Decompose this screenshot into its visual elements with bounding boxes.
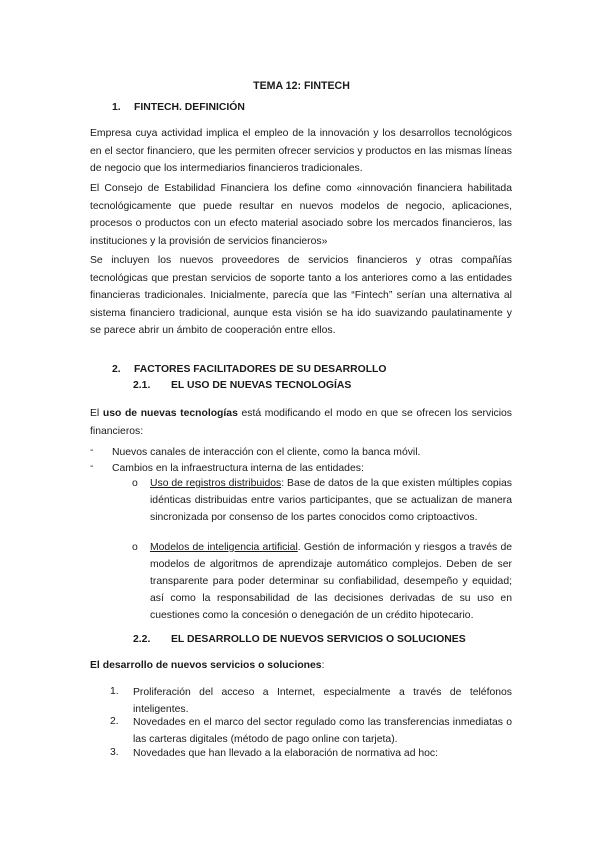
section-2-heading bbox=[112, 364, 386, 375]
subsection-2-1-heading bbox=[133, 380, 351, 391]
document-title: TEMA 12: FINTECH bbox=[253, 80, 350, 92]
dash-marker-1: - bbox=[90, 445, 94, 456]
dash-item-2: Cambios en la infraestructura interna de las entidades: bbox=[112, 463, 364, 474]
section-1-paragraph-2: El Consejo de Estabilidad Financiera los define como «innovación financiera habilitada tecnológicamente que puede resultar en nuevos modelos de negocio, aplicaciones, procesos o productos con un efecto material asociado sobre los mercados financieros, las instituciones y la provisión de servicios financieros» bbox=[90, 183, 512, 247]
sub-item-distributed-ledger bbox=[150, 475, 512, 526]
numbered-item-1-text: Proliferación del acceso a Internet, especialmente a través de teléfonos inteligentes. bbox=[133, 687, 512, 715]
bullet-marker-2: o bbox=[132, 542, 138, 553]
subsection-2-2-intro bbox=[90, 658, 324, 674]
subsection-2-2-title: EL DESARROLLO DE NUEVOS SERVICIOS O SOLUCIONES bbox=[171, 634, 466, 645]
numbered-item-3-text: Novedades que han llevado a la elaboración de normativa ad hoc: bbox=[133, 748, 439, 759]
section-1-number: 1. bbox=[112, 102, 121, 113]
bullet-marker-1: o bbox=[132, 478, 138, 489]
subsection-2-2-heading bbox=[133, 634, 466, 645]
sub-item-1-term: Uso de registros distribuidos bbox=[150, 478, 282, 489]
numbered-item-2-text: Novedades en el marco del sector regulado como las transferencias inmediatas o las carteras digitales (método de pago online con tarjeta). bbox=[133, 717, 512, 745]
section-1-heading bbox=[112, 102, 245, 113]
intro-2-bold-term: desarrollo de nuevos servicios o soluciones bbox=[102, 660, 322, 671]
numbered-item-1-number: 1. bbox=[110, 686, 119, 697]
sub-item-2-term: Modelos de inteligencia artificial bbox=[150, 542, 298, 553]
intro-2-text-end: : bbox=[321, 660, 325, 671]
section-1-paragraph-1: Empresa cuya actividad implica el empleo de la innovación y los desarrollos tecnológicos en el sector financiero, que les permiten ofrecer servicios y productos en las mismas líneas de negocio que los intermediarios financieros tradicionales. bbox=[90, 128, 512, 174]
subsection-2-1-number: 2.1. bbox=[133, 380, 151, 391]
subsection-2-2-number: 2.2. bbox=[133, 634, 151, 645]
intro-text-end: está modificando el modo en que se ofrecen los servicios financieros: bbox=[90, 408, 512, 437]
sub-item-2-text: . Gestión de información y riesgos a través de modelos de algoritmos de aprendizaje automático complejos. Deben de ser transparente para poder determinar su confiabilidad, desempeño y equidad; así como la responsabilidad de las decisiones derivadas de su uso en cuestiones como la concesión o denegación de un crédito hipotecario. bbox=[150, 542, 513, 621]
section-2-number: 2. bbox=[112, 364, 121, 375]
sub-item-1-text: : Base de datos de la que existen múltiples copias idénticas distribuidas entre varios participantes, que se actualizan de manera sincronizada por consenso de los partes conocidos como criptoactivos. bbox=[150, 478, 512, 523]
section-2-title: FACTORES FACILITADORES DE SU DESARROLLO bbox=[134, 364, 387, 375]
numbered-item-3-number: 3. bbox=[110, 747, 119, 758]
dash-item-1: Nuevos canales de interacción con el cliente, como la banca móvil. bbox=[112, 447, 421, 458]
intro-bold-term: uso de nuevas tecnologías bbox=[102, 408, 238, 419]
intro-2-text-start: El bbox=[90, 660, 103, 671]
section-1-paragraph-3: Se incluyen los nuevos proveedores de servicios financieros y otras compañías tecnológicas que prestan servicios de soporte tanto a los anteriores como a las entidades financieras tradicionales. Inicialmente, parecía que las “Fintech” serían una alternativa al sistema financiero tradicional, aunque esta visión se ha ido suavizando paulatinamente y se parece abrir un ámbito de cooperación entre ellos. bbox=[90, 255, 512, 336]
sub-item-artificial-intelligence bbox=[150, 539, 512, 624]
subsection-2-1-intro bbox=[90, 405, 512, 440]
subsection-2-1-title: EL USO DE NUEVAS TECNOLOGÍAS bbox=[171, 380, 352, 391]
intro-text-start: El bbox=[90, 408, 103, 419]
section-1-title: FINTECH. DEFINICIÓN bbox=[134, 102, 245, 113]
numbered-item-2-number: 2. bbox=[110, 716, 119, 727]
dash-marker-2: - bbox=[90, 461, 94, 472]
